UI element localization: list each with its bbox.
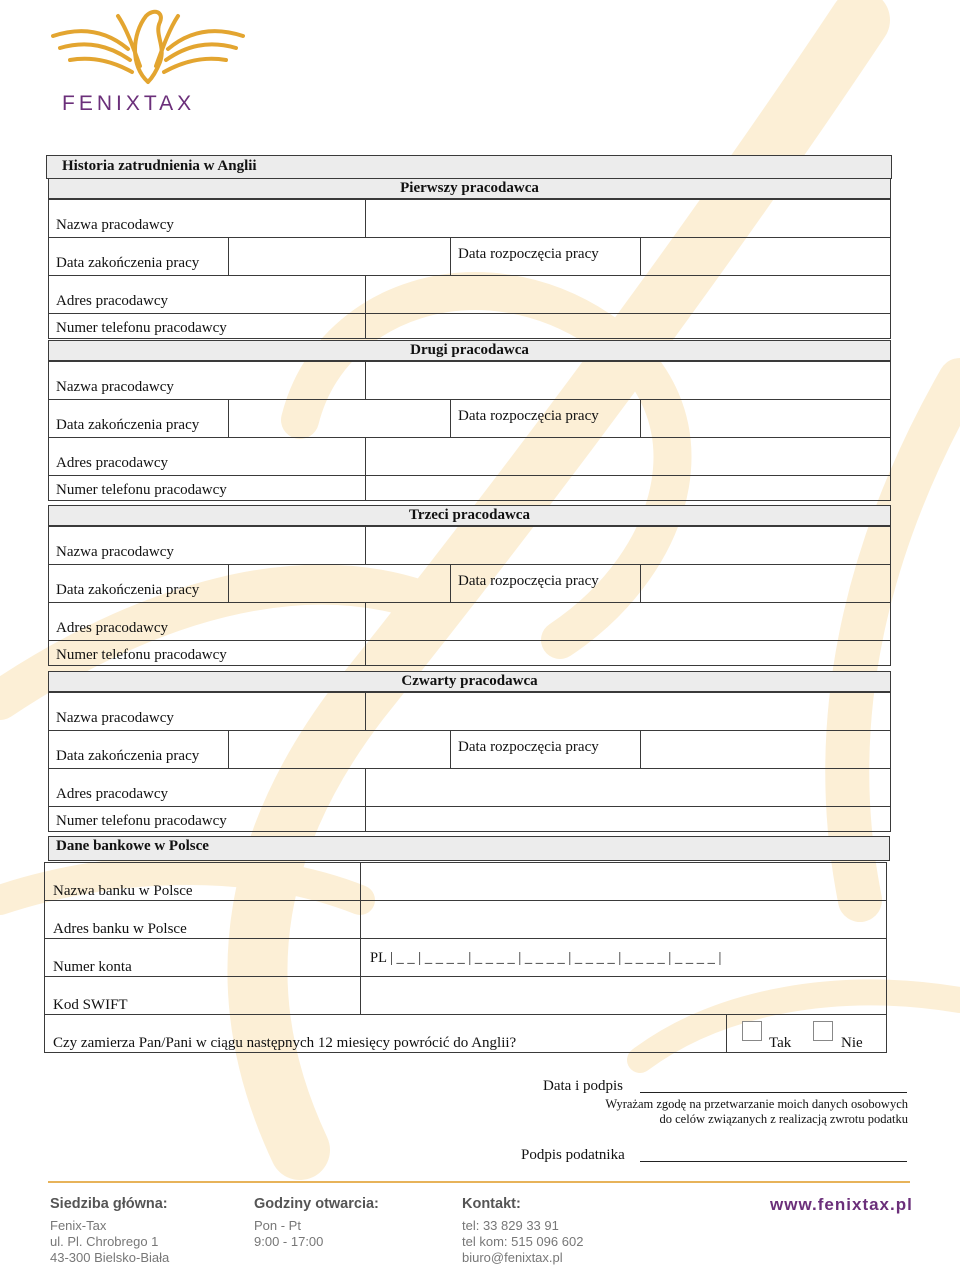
employer-name-field[interactable]	[367, 363, 889, 397]
employer-name-field[interactable]	[367, 201, 889, 235]
employer-end-date-field[interactable]	[230, 732, 448, 766]
footer-divider	[48, 1181, 910, 1183]
yes-label: Tak	[769, 1035, 792, 1051]
employer-address-label: Adres pracodawcy	[56, 620, 169, 636]
employer-address-label: Adres pracodawcy	[56, 293, 169, 309]
date-signature-line[interactable]	[640, 1092, 907, 1093]
employer-phone-field[interactable]	[367, 315, 889, 337]
taxpayer-signature-line[interactable]	[640, 1161, 907, 1162]
employer-address-field[interactable]	[367, 770, 889, 804]
footer-hq-line: 43-300 Bielsko-Biała	[50, 1250, 170, 1265]
employer-end-date-label: Data zakończenia pracy	[56, 748, 200, 764]
taxpayer-signature-label: Podpis podatnika	[521, 1147, 625, 1163]
employer-title: Drugi pracodawca	[410, 342, 529, 358]
account-number-field[interactable]: PL | _ _ | _ _ _ _ | _ _ _ _ | _ _ _ _ | _ _ _ _ | _ _ _ _ | _ _ _ _ |	[370, 950, 722, 966]
footer-hours-line: 9:00 - 17:00	[254, 1234, 324, 1249]
employer-address-field[interactable]	[367, 439, 889, 473]
employer-end-date-label: Data zakończenia pracy	[56, 417, 200, 433]
bank-address-field[interactable]	[362, 902, 884, 937]
employer-start-date-field[interactable]	[642, 732, 889, 766]
employer-start-date-label: Data rozpoczęcia pracy	[458, 573, 599, 589]
footer-contact-line: tel kom: 515 096 602	[462, 1234, 584, 1249]
employer-phone-label: Numer telefonu pracodawcy	[56, 647, 227, 663]
footer-hq-title: Siedziba główna:	[50, 1196, 168, 1212]
employer-phone-field[interactable]	[367, 477, 889, 499]
bank-section-title: Dane bankowe w Polsce	[56, 838, 209, 854]
consent-text-line1: Wyrażam zgodę na przetwarzanie moich danych osobowych	[605, 1097, 908, 1111]
yes-checkbox[interactable]	[742, 1021, 762, 1041]
bank-name-field[interactable]	[362, 864, 884, 899]
employment-section-title: Historia zatrudnienia w Anglii	[62, 158, 257, 174]
employer-start-date-label: Data rozpoczęcia pracy	[458, 739, 599, 755]
employer-start-date-field[interactable]	[642, 239, 889, 273]
employer-end-date-label: Data zakończenia pracy	[56, 582, 200, 598]
employer-phone-label: Numer telefonu pracodawcy	[56, 320, 227, 336]
footer-website-link[interactable]: www.fenixtax.pl	[770, 1195, 913, 1214]
consent-text-line2: do celów związanych z realizacją zwrotu podatku	[659, 1112, 908, 1126]
employer-start-date-label: Data rozpoczęcia pracy	[458, 408, 599, 424]
footer-hq-line: Fenix-Tax	[50, 1218, 107, 1233]
footer-contact-line[interactable]: biuro@fenixtax.pl	[462, 1250, 563, 1265]
col-divider	[450, 730, 451, 768]
employer-name-field[interactable]	[367, 694, 889, 728]
employer-start-date-label: Data rozpoczęcia pracy	[458, 246, 599, 262]
employer-start-date-field[interactable]	[642, 566, 889, 600]
employer-address-field[interactable]	[367, 277, 889, 311]
employer-phone-field[interactable]	[367, 808, 889, 830]
footer-hours-title: Godziny otwarcia:	[254, 1196, 379, 1212]
swift-code-field[interactable]	[362, 978, 884, 1013]
employer-name-label: Nazwa pracodawcy	[56, 379, 174, 395]
employer-title: Trzeci pracodawca	[409, 507, 530, 523]
employer-name-field[interactable]	[367, 528, 889, 562]
employer-name-label: Nazwa pracodawcy	[56, 544, 174, 560]
swift-code-label: Kod SWIFT	[53, 997, 128, 1013]
footer-hours-line: Pon - Pt	[254, 1218, 301, 1233]
no-label: Nie	[841, 1035, 863, 1051]
col-divider	[450, 237, 451, 275]
employer-address-label: Adres pracodawcy	[56, 786, 169, 802]
employer-phone-label: Numer telefonu pracodawcy	[56, 813, 227, 829]
account-number-label: Numer konta	[53, 959, 132, 975]
date-signature-label: Data i podpis	[543, 1078, 623, 1094]
employer-title: Pierwszy pracodawca	[400, 180, 539, 196]
return-question: Czy zamierza Pan/Pani w ciągu następnych 12 miesięcy powrócić do Anglii?	[53, 1035, 517, 1051]
employer-address-label: Adres pracodawcy	[56, 455, 169, 471]
employer-phone-label: Numer telefonu pracodawcy	[56, 482, 227, 498]
employer-end-date-field[interactable]	[230, 566, 448, 600]
logo-wordmark: FENIXTAX	[62, 92, 196, 115]
employer-end-date-label: Data zakończenia pracy	[56, 255, 200, 271]
employer-start-date-field[interactable]	[642, 401, 889, 435]
footer-hq-line: ul. Pl. Chrobrego 1	[50, 1234, 159, 1249]
footer-contact-title: Kontakt:	[462, 1196, 521, 1212]
footer-contact-line: tel: 33 829 33 91	[462, 1218, 559, 1233]
employer-title: Czwarty pracodawca	[401, 673, 538, 689]
bank-name-label: Nazwa banku w Polsce	[53, 883, 193, 899]
employer-name-label: Nazwa pracodawcy	[56, 217, 174, 233]
employer-end-date-field[interactable]	[230, 239, 448, 273]
bank-address-label: Adres banku w Polsce	[53, 921, 187, 937]
employer-phone-field[interactable]	[367, 642, 889, 664]
employer-address-field[interactable]	[367, 604, 889, 638]
col-divider	[450, 564, 451, 602]
col-divider	[450, 399, 451, 437]
employer-name-label: Nazwa pracodawcy	[56, 710, 174, 726]
no-checkbox[interactable]	[813, 1021, 833, 1041]
employer-end-date-field[interactable]	[230, 401, 448, 435]
